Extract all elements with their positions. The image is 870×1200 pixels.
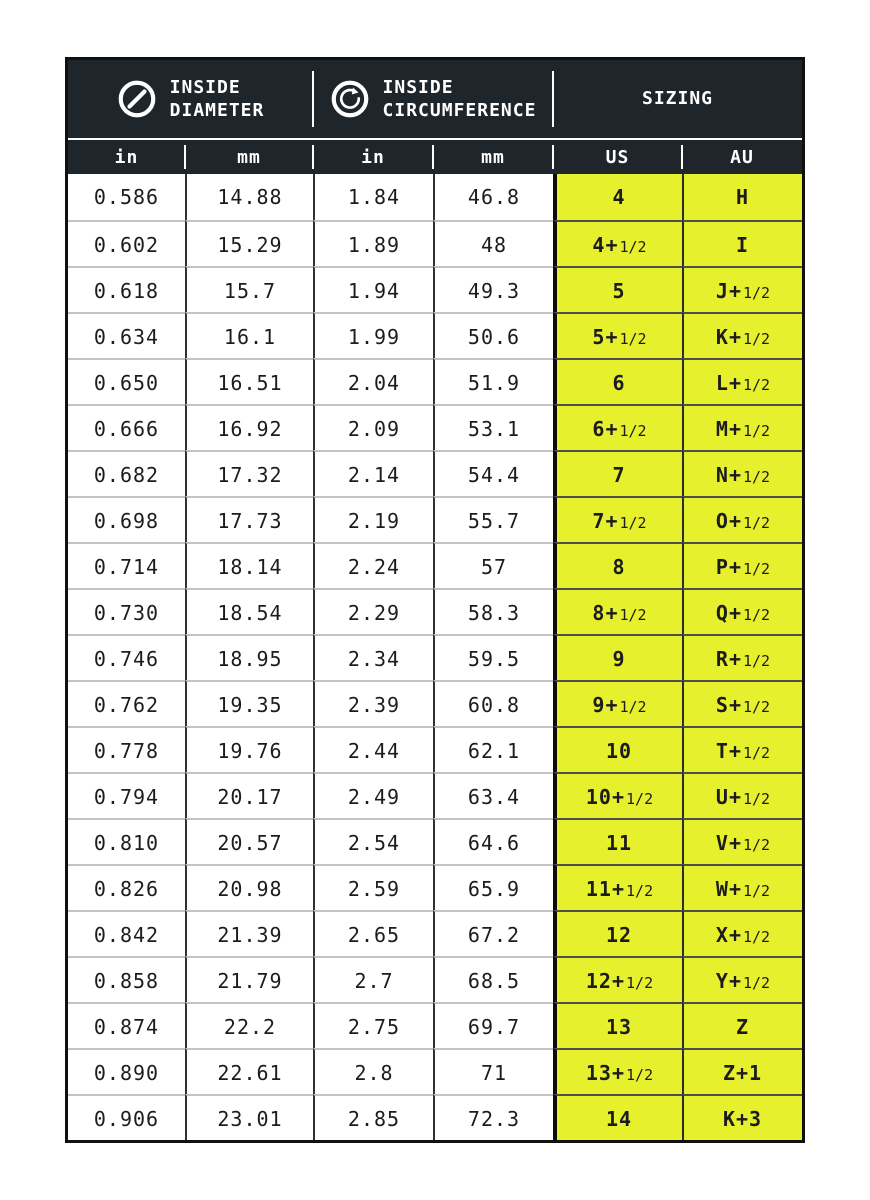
cell-circumference-in: 2.09 [313,404,433,450]
cell-us-size: 4+ 1/2 [553,220,682,266]
cell-au-size: L+ 1/2 [682,358,802,404]
header-label-line1: INSIDE [382,76,454,98]
cell-diameter-in: 0.730 [68,588,185,634]
cell-diameter-in: 0.858 [68,956,185,1002]
subheader-cell-us: US [553,140,682,174]
table-row [68,312,802,358]
cell-circumference-mm: 65.9 [433,864,553,910]
cell-au-size: K+ 1/2 [682,312,802,358]
cell-circumference-mm: 46.8 [433,174,553,220]
table-row [68,956,802,1002]
header-group-sizing [553,60,802,138]
cell-au-size: U+ 1/2 [682,772,802,818]
cell-us-size: 11+ 1/2 [553,864,682,910]
cell-circumference-mm: 54.4 [433,450,553,496]
cell-diameter-mm: 16.92 [185,404,313,450]
cell-circumference-in: 2.24 [313,542,433,588]
cell-diameter-in: 0.618 [68,266,185,312]
cell-diameter-mm: 14.88 [185,174,313,220]
table-row [68,496,802,542]
cell-circumference-mm: 64.6 [433,818,553,864]
cell-au-size: R+ 1/2 [682,634,802,680]
header-group-label [170,76,265,123]
cell-us-size: 10+ 1/2 [553,772,682,818]
cell-diameter-mm: 22.2 [185,1002,313,1048]
cell-diameter-in: 0.842 [68,910,185,956]
header-label-line2: DIAMETER [169,100,265,121]
cell-circumference-mm: 60.8 [433,680,553,726]
subheader-cell-diameter-mm: mm [185,140,313,174]
cell-circumference-in: 2.29 [313,588,433,634]
cell-diameter-mm: 18.95 [185,634,313,680]
cell-circumference-in: 2.85 [313,1094,433,1140]
cell-circumference-mm: 57 [433,542,553,588]
cell-us-size: 6+ 1/2 [553,404,682,450]
circumference-icon [330,79,370,119]
cell-au-size: S+ 1/2 [682,680,802,726]
cell-circumference-mm: 63.4 [433,772,553,818]
cell-diameter-in: 0.714 [68,542,185,588]
cell-circumference-mm: 55.7 [433,496,553,542]
cell-au-size: N+ 1/2 [682,450,802,496]
cell-diameter-in: 0.826 [68,864,185,910]
cell-circumference-in: 2.04 [313,358,433,404]
ring-size-chart-table [65,57,805,1143]
cell-diameter-mm: 20.17 [185,772,313,818]
cell-circumference-in: 1.89 [313,220,433,266]
table-row [68,266,802,312]
cell-au-size: Z+1 [682,1048,802,1094]
cell-circumference-in: 2.8 [313,1048,433,1094]
table-row [68,542,802,588]
cell-us-size: 4 [553,174,682,220]
cell-us-size: 13+ 1/2 [553,1048,682,1094]
cell-circumference-mm: 53.1 [433,404,553,450]
header-label-line2: CIRCUMFERENCE [382,100,537,121]
cell-diameter-mm: 19.76 [185,726,313,772]
cell-diameter-mm: 15.29 [185,220,313,266]
cell-au-size: M+ 1/2 [682,404,802,450]
cell-au-size: H [682,174,802,220]
subheader-cell-au: AU [682,140,802,174]
cell-diameter-in: 0.666 [68,404,185,450]
subheader-cell-circumference-in: in [313,140,433,174]
header-divider [312,71,314,127]
table-row [68,174,802,220]
cell-circumference-in: 2.19 [313,496,433,542]
cell-diameter-in: 0.586 [93,185,160,209]
cell-us-size: 8+ 1/2 [553,588,682,634]
diameter-icon [117,79,157,119]
table-row [68,220,802,266]
cell-diameter-mm: 15.7 [185,266,313,312]
cell-circumference-in: 1.94 [313,266,433,312]
cell-circumference-in: 2.14 [313,450,433,496]
cell-circumference-in: 2.49 [313,772,433,818]
cell-diameter-in: 0.874 [68,1002,185,1048]
header-group-label [642,87,713,110]
table-row [68,1002,802,1048]
cell-diameter-in: 0.746 [68,634,185,680]
cell-circumference-in: 2.7 [313,956,433,1002]
cell-circumference-mm: 71 [433,1048,553,1094]
header-group-label [383,76,537,123]
header-label-line1: SIZING [641,88,714,110]
cell-diameter-mm: 20.98 [185,864,313,910]
cell-us-size: 14 [553,1094,682,1140]
cell-circumference-mm: 50.6 [433,312,553,358]
cell-circumference-mm: 59.5 [433,634,553,680]
cell-au-size: T+ 1/2 [682,726,802,772]
cell-diameter-in: 0.602 [68,220,185,266]
table-row [68,864,802,910]
cell-au-size: V+ 1/2 [682,818,802,864]
table-row [68,450,802,496]
cell-circumference-in: 2.34 [313,634,433,680]
cell-circumference-in: 2.65 [313,910,433,956]
subheader-row [68,138,802,174]
cell-diameter-in: 0.906 [68,1094,185,1140]
cell-diameter-in: 0.810 [68,818,185,864]
cell-diameter-mm: 16.51 [185,358,313,404]
cell-circumference-in: 2.44 [313,726,433,772]
cell-au-size: P+ 1/2 [682,542,802,588]
cell-circumference-in: 1.99 [313,312,433,358]
cell-us-size: 12+ 1/2 [553,956,682,1002]
cell-us-size: 9 [553,634,682,680]
cell-circumference-in: 2.59 [313,864,433,910]
cell-diameter-in: 0.682 [68,450,185,496]
cell-diameter-in: 0.762 [68,680,185,726]
cell-circumference-mm: 68.5 [433,956,553,1002]
cell-diameter-mm: 17.32 [185,450,313,496]
cell-circumference-mm: 49.3 [433,266,553,312]
cell-diameter-mm: 17.73 [185,496,313,542]
cell-diameter-mm: 19.35 [185,680,313,726]
subheader-cell-circumference-mm: mm [433,140,553,174]
table-row [68,634,802,680]
cell-diameter-mm: 16.1 [185,312,313,358]
cell-diameter-in: 0.890 [68,1048,185,1094]
table-body [68,174,802,1140]
table-row [68,680,802,726]
header-group-inside-circumference [313,60,553,138]
cell-diameter-mm: 22.61 [185,1048,313,1094]
cell-us-size: 7 [553,450,682,496]
cell-circumference-mm: 67.2 [433,910,553,956]
cell-us-size: 9+ 1/2 [553,680,682,726]
cell-diameter-in: 0.650 [68,358,185,404]
table-row [68,772,802,818]
cell-diameter-mm: 18.54 [185,588,313,634]
cell-circumference-mm: 72.3 [433,1094,553,1140]
cell-diameter-in: 0.634 [68,312,185,358]
cell-circumference-in: 2.54 [313,818,433,864]
cell-au-size: Q+ 1/2 [682,588,802,634]
table-row [68,818,802,864]
cell-us-size: 6 [553,358,682,404]
cell-us-size: 5 [553,266,682,312]
cell-au-size: J+ 1/2 [682,266,802,312]
cell-us-size: 11 [553,818,682,864]
cell-circumference-in: 2.39 [313,680,433,726]
cell-au-size: O+ 1/2 [682,496,802,542]
table-row [68,1094,802,1140]
table-row [68,404,802,450]
cell-circumference-in: 2.75 [313,1002,433,1048]
cell-us-size: 8 [553,542,682,588]
cell-diameter-mm: 21.39 [185,910,313,956]
cell-circumference-mm: 62.1 [433,726,553,772]
cell-us-size: 13 [553,1002,682,1048]
cell-au-size: Z [682,1002,802,1048]
header-divider [552,71,554,127]
header-group-inside-diameter [68,60,313,138]
cell-diameter-in: 0.698 [68,496,185,542]
cell-au-size: W+ 1/2 [682,864,802,910]
cell-diameter-mm: 20.57 [185,818,313,864]
cell-diameter-in: 0.794 [68,772,185,818]
cell-circumference-mm: 48 [433,220,553,266]
cell-au-size: I [682,220,802,266]
cell-us-size: 10 [553,726,682,772]
cell-diameter-mm: 21.79 [185,956,313,1002]
header-label-line1: INSIDE [169,76,241,98]
table-row [68,910,802,956]
table-row [68,358,802,404]
table-row [68,1048,802,1094]
cell-circumference-mm: 58.3 [433,588,553,634]
cell-diameter-mm: 23.01 [185,1094,313,1140]
cell-au-size: Y+ 1/2 [682,956,802,1002]
cell-diameter-mm: 18.14 [185,542,313,588]
cell-circumference-mm: 69.7 [433,1002,553,1048]
cell-us-size: 7+ 1/2 [553,496,682,542]
cell-us-size: 12 [553,910,682,956]
cell-us-size: 5+ 1/2 [553,312,682,358]
table-header [68,60,802,138]
table-row [68,726,802,772]
cell-diameter-in: 0.778 [68,726,185,772]
cell-circumference-mm: 51.9 [433,358,553,404]
cell-au-size: K+3 [682,1094,802,1140]
cell-au-size: X+ 1/2 [682,910,802,956]
subheader-cell-diameter-in: in [114,146,139,168]
table-row [68,588,802,634]
cell-circumference-in: 1.84 [313,174,433,220]
